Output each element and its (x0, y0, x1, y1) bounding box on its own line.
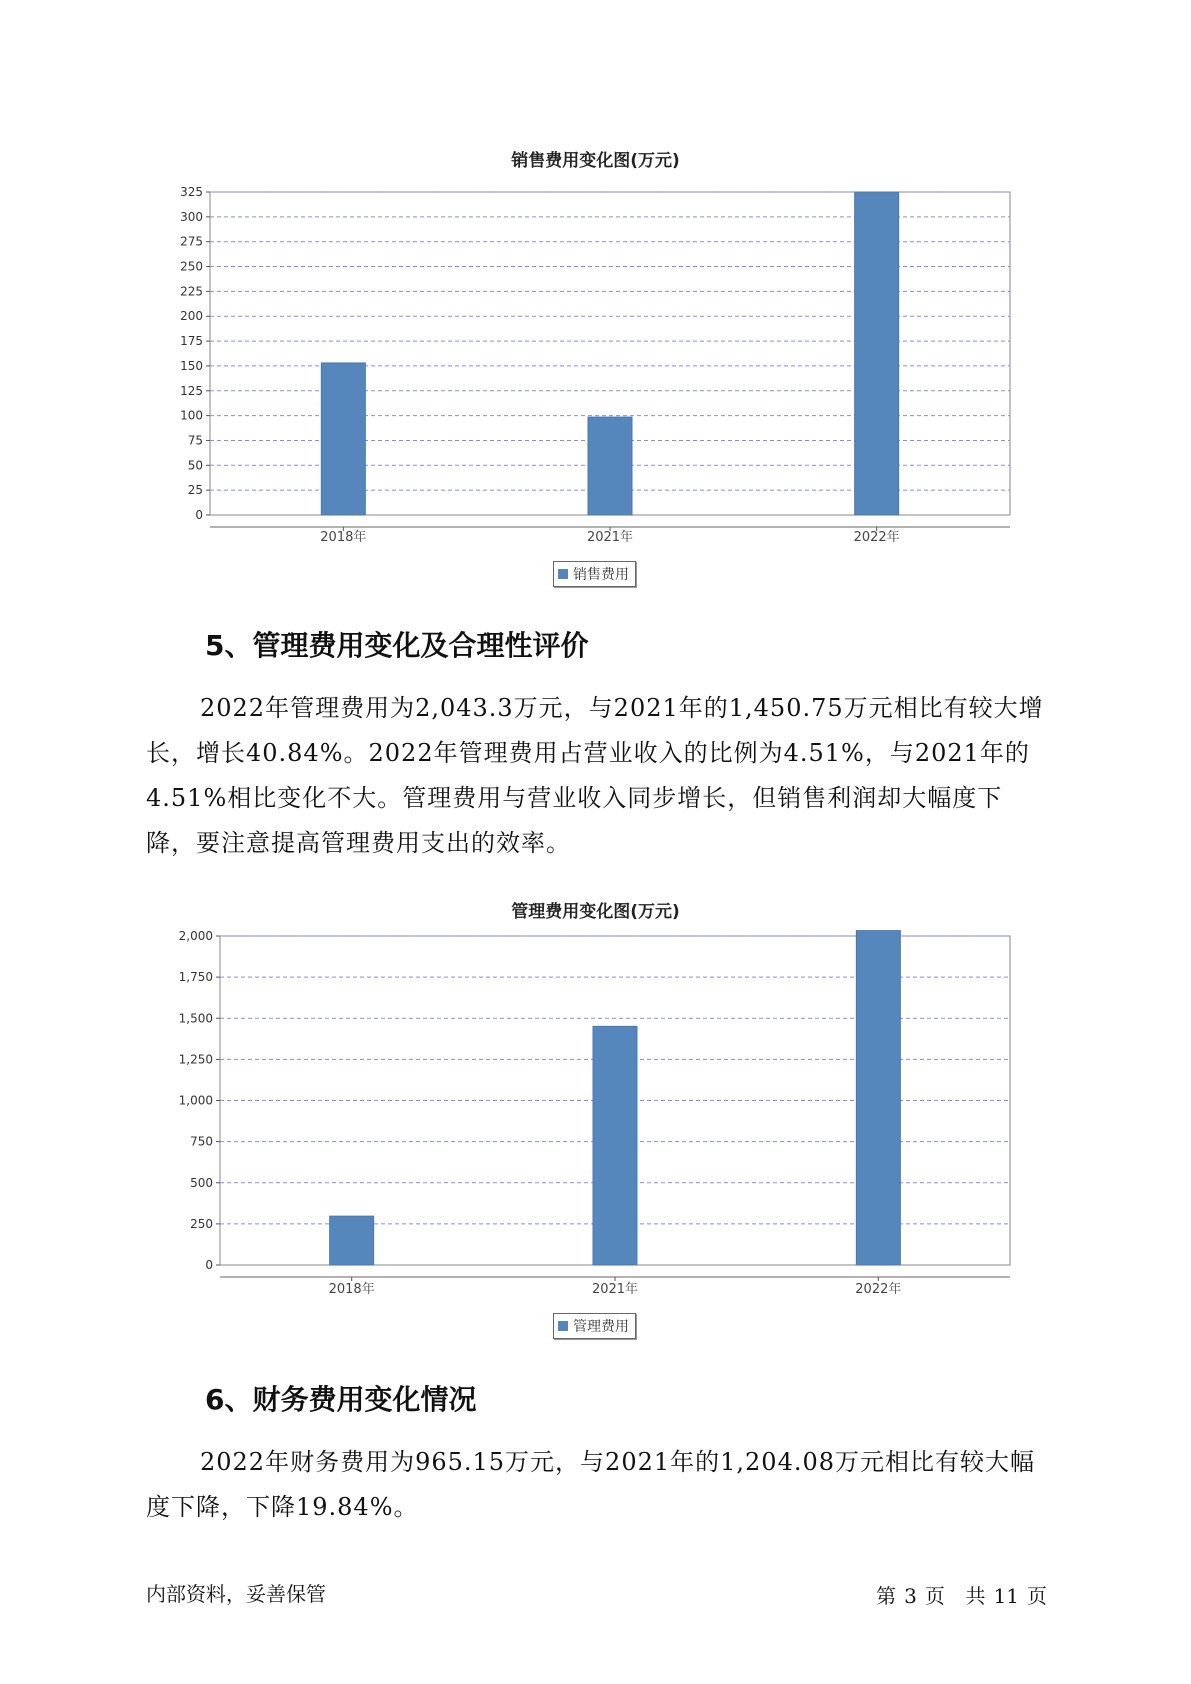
page-current: 3 (904, 1584, 917, 1608)
y-tick-label: 25 (187, 483, 203, 498)
y-tick-label: 125 (180, 383, 203, 398)
chart-legend-sales (553, 561, 636, 587)
section-paragraph-6: 2022年财务费用为965.15万元，与2021年的1,204.08万元相比有较大幅度下降，下降19.84%。 (146, 1448, 1036, 1521)
footer-confidential-note: 内部资料，妥善保管 (146, 1582, 326, 1606)
footer-page-number (872, 1580, 1051, 1609)
page-total: 11 (993, 1584, 1019, 1608)
legend-label: 销售费用 (573, 567, 629, 583)
x-tick-label: 2018年 (328, 1282, 375, 1297)
y-tick-label: 200 (180, 309, 203, 324)
section-heading-6: 6、财务费用变化情况 (205, 1383, 477, 1416)
y-tick-label: 0 (195, 508, 203, 522)
y-tick-label: 1,500 (178, 1011, 213, 1026)
y-tick-label: 750 (190, 1134, 213, 1149)
y-tick-label: 325 (180, 185, 203, 199)
x-tick-label: 2018年 (320, 530, 367, 545)
bar-2018年 (330, 1216, 374, 1265)
y-tick-label: 500 (190, 1175, 213, 1190)
y-tick-label: 2,000 (178, 930, 213, 943)
y-tick-label: 150 (180, 358, 203, 373)
page-prefix: 第 (876, 1584, 897, 1608)
y-tick-label: 1,250 (178, 1052, 213, 1067)
bar-2018年 (321, 363, 365, 515)
legend-label: 管理费用 (573, 1319, 629, 1335)
y-tick-label: 225 (180, 284, 203, 299)
y-tick-label: 75 (187, 433, 203, 448)
y-tick-label: 300 (180, 209, 203, 224)
y-tick-label: 250 (180, 259, 203, 274)
total-prefix: 共 (965, 1584, 986, 1608)
bar-2021年 (593, 1026, 637, 1265)
page-suffix: 页 (1027, 1584, 1047, 1608)
x-tick-label: 2022年 (855, 1282, 902, 1297)
page-mid: 页 (924, 1584, 945, 1608)
y-tick-label: 275 (180, 234, 203, 249)
y-tick-label: 1,750 (178, 970, 213, 985)
chart-legend-admin (553, 1313, 636, 1339)
legend-swatch (558, 1321, 568, 1331)
chart-title-admin-expense: 管理费用变化图(万元) (511, 902, 680, 922)
y-tick-label: 1,000 (178, 1093, 213, 1108)
y-tick-label: 100 (180, 408, 203, 423)
y-tick-label: 250 (190, 1216, 213, 1231)
bar-2022年 (855, 192, 899, 515)
admin-expense-chart (0, 930, 1191, 1302)
section-heading-5: 5、管理费用变化及合理性评价 (205, 629, 589, 662)
x-tick-label: 2021年 (591, 1282, 639, 1297)
x-tick-label: 2022年 (853, 530, 900, 545)
section-paragraph-5: 2022年管理费用为2,043.3万元，与2021年的1,450.75万元相比有较大增长，增长40.84%。2022年管理费用占营业收入的比例为4.51%，与2021年的4.51%相比变化不大。管理费用与营业收入同步增长，但销售利润却大幅度下降，要注意提高管理费用支出的效率。 (146, 694, 1044, 857)
bar-2021年 (588, 417, 632, 515)
sales-expense-chart (0, 180, 1191, 550)
y-tick-label: 50 (187, 458, 203, 473)
y-tick-label: 0 (205, 1258, 213, 1272)
bar-2022年 (856, 930, 900, 1265)
y-tick-label: 175 (180, 334, 203, 349)
x-tick-label: 2021年 (586, 530, 634, 545)
chart-title-sales-expense: 销售费用变化图(万元) (511, 151, 680, 171)
legend-swatch (558, 569, 568, 579)
